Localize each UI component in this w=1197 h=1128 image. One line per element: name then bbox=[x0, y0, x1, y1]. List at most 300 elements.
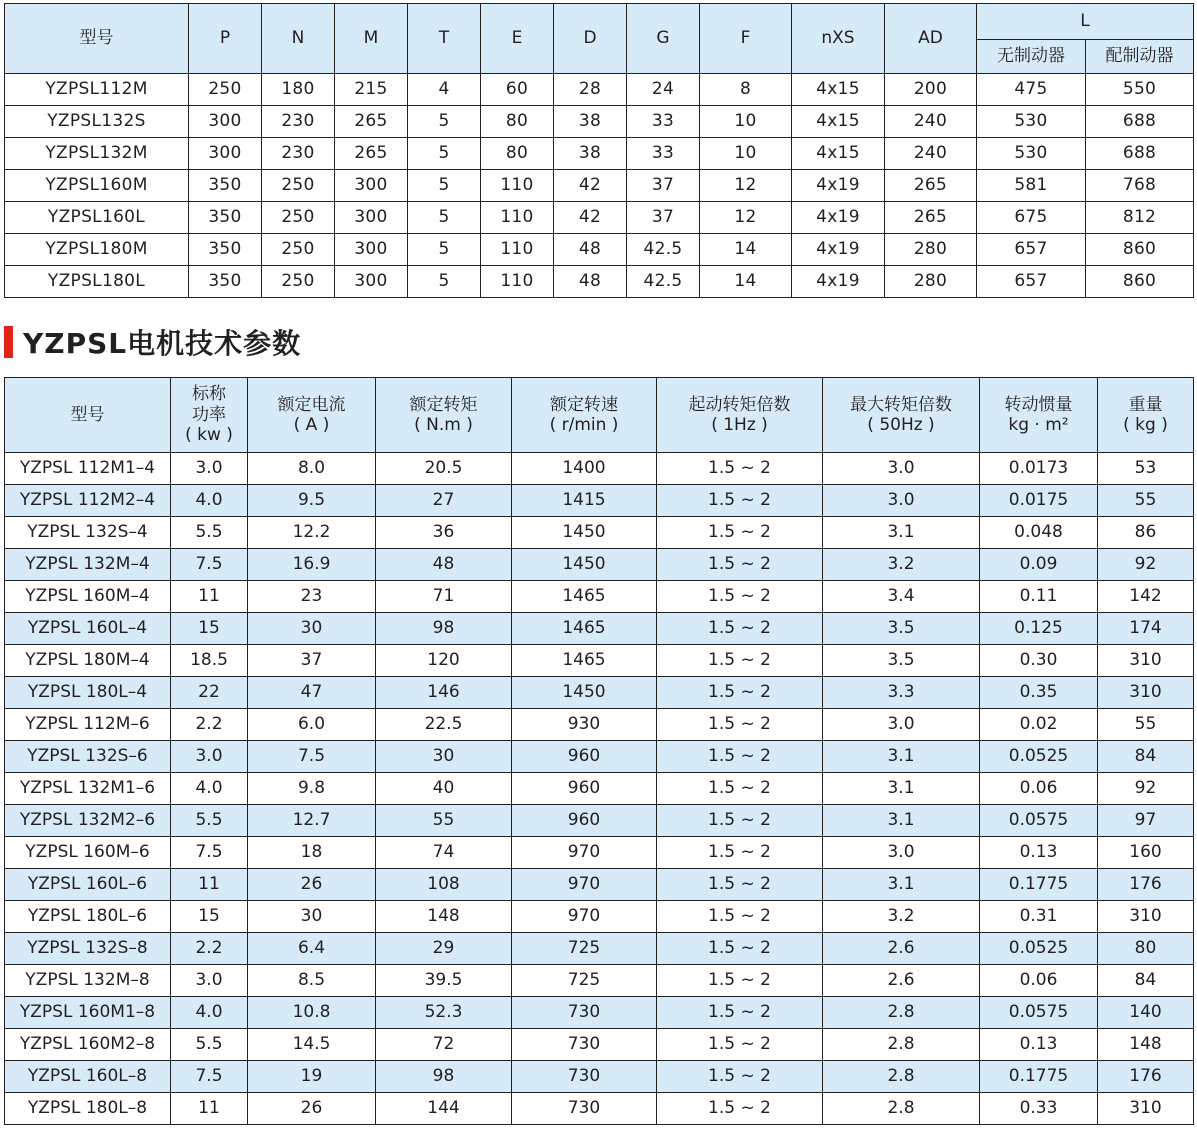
table-cell: YZPSL 160M1–8 bbox=[5, 997, 171, 1029]
table-cell: 148 bbox=[376, 901, 512, 933]
header-l-no-brake: 无制动器 bbox=[977, 40, 1086, 74]
table-cell: 3.4 bbox=[823, 581, 980, 613]
table-cell: 1.5 ~ 2 bbox=[657, 517, 823, 549]
table-cell: 4x19 bbox=[792, 170, 885, 202]
table-cell: 37 bbox=[627, 202, 700, 234]
table-cell: YZPSL 160M–4 bbox=[5, 581, 171, 613]
table-cell: 240 bbox=[885, 106, 977, 138]
table-row bbox=[5, 202, 1194, 234]
dims-header-cell: M bbox=[335, 4, 408, 74]
table-cell: 3.0 bbox=[823, 485, 980, 517]
table-cell: YZPSL 132M–8 bbox=[5, 965, 171, 997]
table-cell: 3.3 bbox=[823, 677, 980, 709]
table-cell: YZPSL 132S–8 bbox=[5, 933, 171, 965]
table-cell: 60 bbox=[481, 74, 554, 106]
table-cell: 1450 bbox=[512, 517, 657, 549]
table-cell: YZPSL 180L–8 bbox=[5, 1093, 171, 1125]
table-cell: 3.1 bbox=[823, 741, 980, 773]
specs-header-cell bbox=[657, 378, 823, 453]
table-cell: 265 bbox=[885, 202, 977, 234]
table-row bbox=[5, 549, 1194, 581]
table-cell: YZPSL 160L–4 bbox=[5, 613, 171, 645]
table-cell: 860 bbox=[1086, 266, 1194, 298]
table-cell: 0.09 bbox=[980, 549, 1098, 581]
specs-header-cell bbox=[823, 378, 980, 453]
table-cell: 108 bbox=[376, 869, 512, 901]
table-cell: 14.5 bbox=[248, 1029, 376, 1061]
table-cell: 2.6 bbox=[823, 965, 980, 997]
table-cell: 300 bbox=[189, 106, 262, 138]
table-cell: 22 bbox=[171, 677, 248, 709]
table-row bbox=[5, 74, 1194, 106]
table-cell: 530 bbox=[977, 138, 1086, 170]
table-cell: 11 bbox=[171, 581, 248, 613]
table-cell: 310 bbox=[1098, 901, 1194, 933]
table-cell: 688 bbox=[1086, 138, 1194, 170]
table-row bbox=[5, 805, 1194, 837]
table-cell: 730 bbox=[512, 997, 657, 1029]
table-cell: 92 bbox=[1098, 549, 1194, 581]
dims-header-cell: G bbox=[627, 4, 700, 74]
table-row bbox=[5, 869, 1194, 901]
dims-header-cell: nXS bbox=[792, 4, 885, 74]
table-cell: 1.5 ~ 2 bbox=[657, 645, 823, 677]
table-cell: 15 bbox=[171, 613, 248, 645]
table-cell: 5 bbox=[408, 234, 481, 266]
table-cell: YZPSL112M bbox=[5, 74, 189, 106]
table-cell: 300 bbox=[335, 266, 408, 298]
specs-header-cell bbox=[512, 378, 657, 453]
table-cell: 110 bbox=[481, 170, 554, 202]
table-row bbox=[5, 266, 1194, 298]
table-cell: 12 bbox=[700, 202, 792, 234]
table-cell: 14 bbox=[700, 234, 792, 266]
table-cell: 5.5 bbox=[171, 517, 248, 549]
table-cell: 1465 bbox=[512, 613, 657, 645]
table-cell: 730 bbox=[512, 1029, 657, 1061]
table-cell: 1415 bbox=[512, 485, 657, 517]
table-cell: 30 bbox=[248, 901, 376, 933]
table-row bbox=[5, 933, 1194, 965]
dims-header-cell: F bbox=[700, 4, 792, 74]
table-cell: 92 bbox=[1098, 773, 1194, 805]
table-row bbox=[5, 965, 1194, 997]
table-cell: 1.5 ~ 2 bbox=[657, 453, 823, 485]
table-cell: 1465 bbox=[512, 581, 657, 613]
table-cell: 0.1775 bbox=[980, 1061, 1098, 1093]
dims-header-cell: P bbox=[189, 4, 262, 74]
table-cell: 174 bbox=[1098, 613, 1194, 645]
table-cell: 250 bbox=[262, 170, 335, 202]
table-cell: YZPSL 132S–6 bbox=[5, 741, 171, 773]
table-cell: 2.8 bbox=[823, 997, 980, 1029]
table-cell: 48 bbox=[554, 266, 627, 298]
table-cell: 84 bbox=[1098, 741, 1194, 773]
table-cell: 33 bbox=[627, 138, 700, 170]
table-cell: 960 bbox=[512, 805, 657, 837]
table-cell: 350 bbox=[189, 234, 262, 266]
header-line: 型号 bbox=[70, 404, 105, 425]
table-cell: 0.13 bbox=[980, 1029, 1098, 1061]
table-cell: 688 bbox=[1086, 106, 1194, 138]
table-cell: 11 bbox=[171, 869, 248, 901]
dims-header-cell: N bbox=[262, 4, 335, 74]
table-cell: 36 bbox=[376, 517, 512, 549]
table-cell: 215 bbox=[335, 74, 408, 106]
table-cell: 265 bbox=[335, 138, 408, 170]
table-cell: 55 bbox=[376, 805, 512, 837]
table-cell: 250 bbox=[262, 202, 335, 234]
table-row bbox=[5, 138, 1194, 170]
table-cell: 350 bbox=[189, 266, 262, 298]
header-line: 最大转矩倍数 bbox=[850, 394, 952, 415]
table-cell: YZPSL 132M–4 bbox=[5, 549, 171, 581]
table-cell: 860 bbox=[1086, 234, 1194, 266]
table-cell: YZPSL 180M–4 bbox=[5, 645, 171, 677]
table-cell: 110 bbox=[481, 234, 554, 266]
table-row bbox=[5, 677, 1194, 709]
header-line: 额定转矩 bbox=[409, 394, 478, 415]
table-cell: 0.0575 bbox=[980, 805, 1098, 837]
table-cell: 11 bbox=[171, 1093, 248, 1125]
table-cell: 0.11 bbox=[980, 581, 1098, 613]
table-cell: 80 bbox=[481, 138, 554, 170]
table-cell: 38 bbox=[554, 106, 627, 138]
table-cell: 3.1 bbox=[823, 773, 980, 805]
table-cell: 3.0 bbox=[823, 709, 980, 741]
header-line: ( A ) bbox=[293, 415, 330, 435]
table-cell: 28 bbox=[554, 74, 627, 106]
table-cell: 960 bbox=[512, 773, 657, 805]
table-cell: 14 bbox=[700, 266, 792, 298]
table-cell: 0.0525 bbox=[980, 741, 1098, 773]
table-cell: 1.5 ~ 2 bbox=[657, 933, 823, 965]
table-cell: 960 bbox=[512, 741, 657, 773]
table-cell: 15 bbox=[171, 901, 248, 933]
table-cell: 74 bbox=[376, 837, 512, 869]
table-cell: 7.5 bbox=[171, 549, 248, 581]
table-cell: 930 bbox=[512, 709, 657, 741]
table-cell: 5 bbox=[408, 202, 481, 234]
table-cell: 3.1 bbox=[823, 805, 980, 837]
table-cell: 280 bbox=[885, 266, 977, 298]
table-cell: 86 bbox=[1098, 517, 1194, 549]
table-row bbox=[5, 613, 1194, 645]
table-cell: 80 bbox=[1098, 933, 1194, 965]
table-cell: 0.0525 bbox=[980, 933, 1098, 965]
table-cell: 1.5 ~ 2 bbox=[657, 485, 823, 517]
table-cell: 5 bbox=[408, 170, 481, 202]
table-cell: 30 bbox=[248, 613, 376, 645]
table-cell: 5 bbox=[408, 138, 481, 170]
table-cell: 1.5 ~ 2 bbox=[657, 997, 823, 1029]
table-cell: 300 bbox=[189, 138, 262, 170]
table-cell: 230 bbox=[262, 106, 335, 138]
table-cell: 8 bbox=[700, 74, 792, 106]
table-cell: 2.2 bbox=[171, 709, 248, 741]
table-cell: 970 bbox=[512, 869, 657, 901]
specs-header-cell bbox=[980, 378, 1098, 453]
table-cell: 180 bbox=[262, 74, 335, 106]
table-cell: 310 bbox=[1098, 1093, 1194, 1125]
table-cell: 675 bbox=[977, 202, 1086, 234]
table-cell: 3.0 bbox=[823, 453, 980, 485]
table-cell: YZPSL 180L–6 bbox=[5, 901, 171, 933]
table-cell: 1.5 ~ 2 bbox=[657, 1029, 823, 1061]
table-cell: 176 bbox=[1098, 869, 1194, 901]
table-cell: YZPSL 160L–8 bbox=[5, 1061, 171, 1093]
table-cell: 110 bbox=[481, 266, 554, 298]
table-cell: 2.8 bbox=[823, 1093, 980, 1125]
table-cell: YZPSL 180L–4 bbox=[5, 677, 171, 709]
table-cell: 4x19 bbox=[792, 266, 885, 298]
table-cell: 3.1 bbox=[823, 517, 980, 549]
table-cell: 2.6 bbox=[823, 933, 980, 965]
table-cell: 10 bbox=[700, 138, 792, 170]
table-cell: 0.13 bbox=[980, 837, 1098, 869]
table-cell: 200 bbox=[885, 74, 977, 106]
table-row bbox=[5, 106, 1194, 138]
table-cell: 1.5 ~ 2 bbox=[657, 869, 823, 901]
table-cell: 4x15 bbox=[792, 74, 885, 106]
table-row bbox=[5, 709, 1194, 741]
table-cell: 730 bbox=[512, 1093, 657, 1125]
table-cell: 1.5 ~ 2 bbox=[657, 805, 823, 837]
table-cell: 0.0575 bbox=[980, 997, 1098, 1029]
table-cell: 97 bbox=[1098, 805, 1194, 837]
table-cell: 5 bbox=[408, 266, 481, 298]
table-cell: 0.06 bbox=[980, 965, 1098, 997]
table-cell: YZPSL 112M2–4 bbox=[5, 485, 171, 517]
table-cell: 0.06 bbox=[980, 773, 1098, 805]
table-cell: 52.3 bbox=[376, 997, 512, 1029]
table-row bbox=[5, 901, 1194, 933]
table-cell: 3.0 bbox=[823, 837, 980, 869]
table-cell: 1.5 ~ 2 bbox=[657, 613, 823, 645]
specs-header-cell bbox=[1098, 378, 1194, 453]
table-cell: 48 bbox=[554, 234, 627, 266]
table-cell: 18.5 bbox=[171, 645, 248, 677]
table-cell: 12 bbox=[700, 170, 792, 202]
table-cell: 4.0 bbox=[171, 773, 248, 805]
table-cell: 657 bbox=[977, 234, 1086, 266]
table-cell: 5.5 bbox=[171, 1029, 248, 1061]
table-cell: 47 bbox=[248, 677, 376, 709]
table-cell: 300 bbox=[335, 234, 408, 266]
table-cell: 581 bbox=[977, 170, 1086, 202]
table-row bbox=[5, 170, 1194, 202]
table-cell: 1.5 ~ 2 bbox=[657, 1061, 823, 1093]
table-cell: 84 bbox=[1098, 965, 1194, 997]
specs-header-cell bbox=[5, 378, 171, 453]
table-cell: 6.0 bbox=[248, 709, 376, 741]
table-cell: 4.0 bbox=[171, 997, 248, 1029]
table-cell: 2.8 bbox=[823, 1061, 980, 1093]
table-cell: 27 bbox=[376, 485, 512, 517]
table-cell: 0.0175 bbox=[980, 485, 1098, 517]
header-line: 功率 bbox=[192, 404, 226, 425]
table-cell: YZPSL180M bbox=[5, 234, 189, 266]
table-row bbox=[5, 517, 1194, 549]
table-cell: 250 bbox=[262, 234, 335, 266]
table-cell: 300 bbox=[335, 202, 408, 234]
table-cell: 240 bbox=[885, 138, 977, 170]
table-cell: 8.5 bbox=[248, 965, 376, 997]
dims-header-cell: T bbox=[408, 4, 481, 74]
table-cell: 725 bbox=[512, 965, 657, 997]
header-l-with-brake: 配制动器 bbox=[1086, 40, 1194, 74]
table-cell: 3.0 bbox=[171, 741, 248, 773]
table-cell: 24 bbox=[627, 74, 700, 106]
table-cell: 3.0 bbox=[171, 965, 248, 997]
specs-header-cell bbox=[171, 378, 248, 453]
table-cell: 42 bbox=[554, 170, 627, 202]
table-cell: 23 bbox=[248, 581, 376, 613]
table-cell: 4.0 bbox=[171, 485, 248, 517]
table-cell: 37 bbox=[627, 170, 700, 202]
table-cell: 1400 bbox=[512, 453, 657, 485]
table-cell: 22.5 bbox=[376, 709, 512, 741]
table-cell: 3.5 bbox=[823, 613, 980, 645]
table-cell: 300 bbox=[335, 170, 408, 202]
table-cell: 0.048 bbox=[980, 517, 1098, 549]
table-cell: 1.5 ~ 2 bbox=[657, 549, 823, 581]
table-cell: 4x15 bbox=[792, 138, 885, 170]
table-cell: 120 bbox=[376, 645, 512, 677]
table-cell: 6.4 bbox=[248, 933, 376, 965]
header-line: 起动转矩倍数 bbox=[688, 394, 791, 415]
table-cell: 3.5 bbox=[823, 645, 980, 677]
table-cell: 350 bbox=[189, 170, 262, 202]
table-cell: YZPSL 160M–6 bbox=[5, 837, 171, 869]
table-cell: 0.0173 bbox=[980, 453, 1098, 485]
table-cell: 0.31 bbox=[980, 901, 1098, 933]
table-cell: 265 bbox=[335, 106, 408, 138]
table-cell: 4x15 bbox=[792, 106, 885, 138]
table-row bbox=[5, 1029, 1194, 1061]
dimensions-table bbox=[4, 3, 1194, 298]
table-cell: YZPSL132M bbox=[5, 138, 189, 170]
table-cell: 4 bbox=[408, 74, 481, 106]
specs-header-cell bbox=[248, 378, 376, 453]
table-row bbox=[5, 837, 1194, 869]
specs-header-cell bbox=[376, 378, 512, 453]
table-cell: 657 bbox=[977, 266, 1086, 298]
header-line: 转动惯量 bbox=[1004, 394, 1073, 415]
table-row bbox=[5, 485, 1194, 517]
table-cell: YZPSL 160M2–8 bbox=[5, 1029, 171, 1061]
header-line: kg · m² bbox=[1008, 415, 1069, 435]
table-cell: 5.5 bbox=[171, 805, 248, 837]
table-cell: 10.8 bbox=[248, 997, 376, 1029]
table-cell: 1450 bbox=[512, 677, 657, 709]
table-cell: 9.5 bbox=[248, 485, 376, 517]
table-cell: YZPSL 132M2–6 bbox=[5, 805, 171, 837]
table-cell: 2.8 bbox=[823, 1029, 980, 1061]
header-line: 额定电流 bbox=[277, 394, 346, 415]
table-cell: 55 bbox=[1098, 709, 1194, 741]
table-cell: 110 bbox=[481, 202, 554, 234]
section-accent-bar bbox=[4, 326, 13, 358]
table-cell: 725 bbox=[512, 933, 657, 965]
table-cell: 0.125 bbox=[980, 613, 1098, 645]
table-cell: 310 bbox=[1098, 677, 1194, 709]
dims-header-cell: 型号 bbox=[5, 4, 189, 74]
table-cell: 7.5 bbox=[248, 741, 376, 773]
table-cell: 8.0 bbox=[248, 453, 376, 485]
table-cell: 33 bbox=[627, 106, 700, 138]
table-cell: YZPSL132S bbox=[5, 106, 189, 138]
table-cell: 1.5 ~ 2 bbox=[657, 965, 823, 997]
table-cell: 3.2 bbox=[823, 901, 980, 933]
table-cell: 3.0 bbox=[171, 453, 248, 485]
dims-header-cell: D bbox=[554, 4, 627, 74]
table-cell: 1.5 ~ 2 bbox=[657, 773, 823, 805]
table-cell: YZPSL160M bbox=[5, 170, 189, 202]
table-cell: 0.1775 bbox=[980, 869, 1098, 901]
table-cell: 230 bbox=[262, 138, 335, 170]
table-cell: 98 bbox=[376, 613, 512, 645]
table-cell: 475 bbox=[977, 74, 1086, 106]
table-cell: 26 bbox=[248, 869, 376, 901]
table-cell: 30 bbox=[376, 741, 512, 773]
table-cell: 71 bbox=[376, 581, 512, 613]
table-cell: 98 bbox=[376, 1061, 512, 1093]
table-cell: 1.5 ~ 2 bbox=[657, 1093, 823, 1125]
header-line: 额定转速 bbox=[550, 394, 618, 415]
table-cell: 55 bbox=[1098, 485, 1194, 517]
table-cell: 1.5 ~ 2 bbox=[657, 837, 823, 869]
table-cell: 38 bbox=[554, 138, 627, 170]
table-cell: YZPSL 132S–4 bbox=[5, 517, 171, 549]
table-cell: 42.5 bbox=[627, 266, 700, 298]
table-cell: 0.02 bbox=[980, 709, 1098, 741]
header-line: ( kw ) bbox=[185, 425, 233, 446]
table-cell: 140 bbox=[1098, 997, 1194, 1029]
table-cell: 250 bbox=[262, 266, 335, 298]
table-cell: 970 bbox=[512, 837, 657, 869]
table-cell: 18 bbox=[248, 837, 376, 869]
table-cell: 1.5 ~ 2 bbox=[657, 581, 823, 613]
table-row bbox=[5, 581, 1194, 613]
header-line: ( N.m ) bbox=[414, 415, 473, 435]
table-cell: 730 bbox=[512, 1061, 657, 1093]
table-cell: 176 bbox=[1098, 1061, 1194, 1093]
table-cell: 48 bbox=[376, 549, 512, 581]
table-cell: 5 bbox=[408, 106, 481, 138]
table-cell: 812 bbox=[1086, 202, 1194, 234]
table-cell: 7.5 bbox=[171, 1061, 248, 1093]
header-line: 重量 bbox=[1128, 394, 1163, 415]
table-cell: 350 bbox=[189, 202, 262, 234]
table-row bbox=[5, 453, 1194, 485]
header-line: 标称 bbox=[192, 384, 226, 405]
table-row bbox=[5, 645, 1194, 677]
table-row bbox=[5, 741, 1194, 773]
table-row bbox=[5, 997, 1194, 1029]
table-cell: 3.1 bbox=[823, 869, 980, 901]
table-cell: 768 bbox=[1086, 170, 1194, 202]
table-cell: 10 bbox=[700, 106, 792, 138]
table-cell: 42.5 bbox=[627, 234, 700, 266]
header-line: ( r/min ) bbox=[549, 415, 619, 435]
table-cell: YZPSL 112M–6 bbox=[5, 709, 171, 741]
table-cell: 19 bbox=[248, 1061, 376, 1093]
table-cell: 16.9 bbox=[248, 549, 376, 581]
table-cell: 0.33 bbox=[980, 1093, 1098, 1125]
table-cell: 0.35 bbox=[980, 677, 1098, 709]
table-cell: 148 bbox=[1098, 1029, 1194, 1061]
